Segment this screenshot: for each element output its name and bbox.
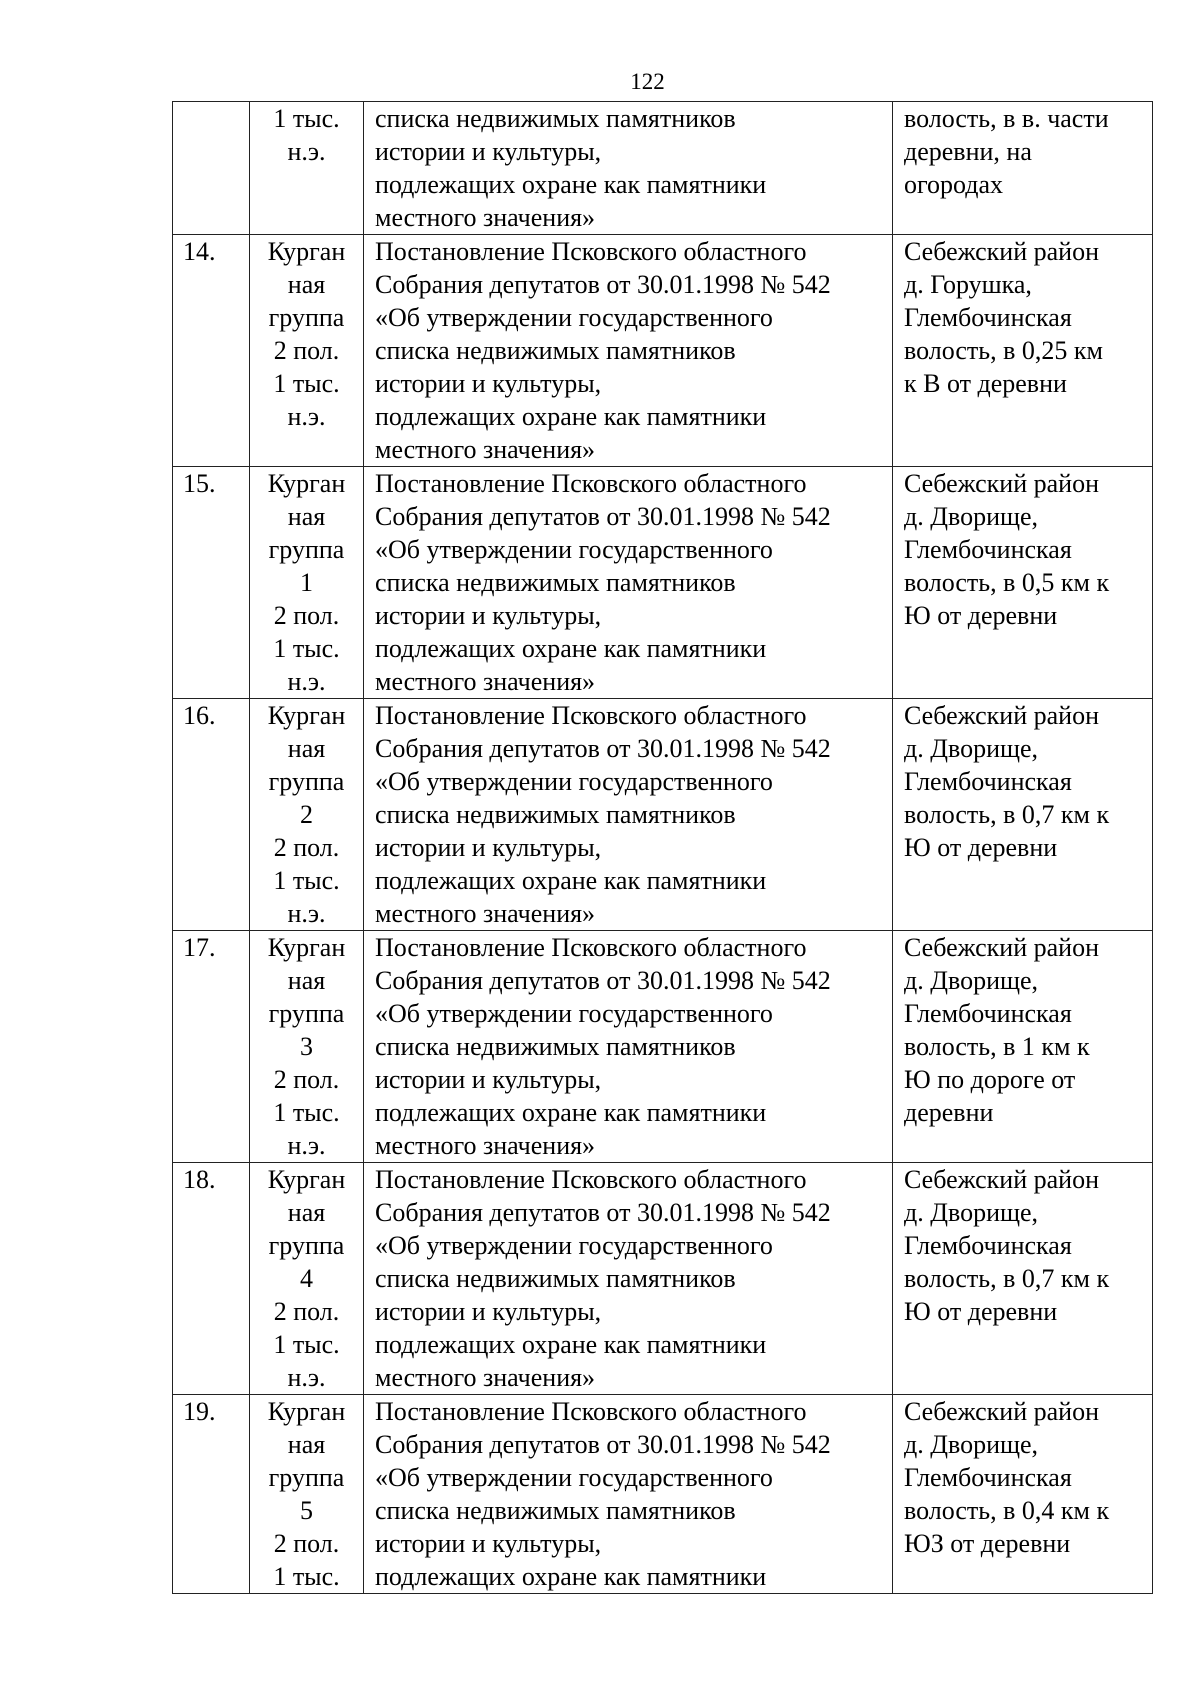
monument-name-cell [250,931,364,1163]
page-number: 122 [630,69,665,94]
protection-document: Постановление Псковского областного Собрания депутатов от 30.01.1998 № 542 «Об утверждении государственного списка недвижимых памятников истории и культуры, подлежащих охране как памятники местного значения» [375,237,831,464]
protection-document: Постановление Псковского областного Собрания депутатов от 30.01.1998 № 542 «Об утверждении государственного списка недвижимых памятников истории и культуры, подлежащих охране как памятники [375,1397,831,1591]
monument-name: Курган ная группа 2 2 пол. 1 тыс. н.э. [267,701,346,928]
location-cell [893,1395,1153,1594]
protection-document-cell [364,931,893,1163]
row-number: 15. [183,469,216,498]
table-row [173,102,1153,235]
monument-name-cell [250,102,364,235]
table-row [173,467,1153,699]
row-number: 16. [183,701,216,730]
protection-document-cell [364,102,893,235]
protection-document-cell [364,699,893,931]
location-cell [893,467,1153,699]
monument-name: Курган ная группа 1 2 пол. 1 тыс. н.э. [267,469,346,696]
monument-name-cell [250,699,364,931]
location: Себежский район д. Дворище, Глембочинская волость, в 0,4 км к ЮЗ от деревни [904,1397,1110,1558]
row-number-cell [173,235,250,467]
location-cell [893,235,1153,467]
protection-document: списка недвижимых памятников истории и культуры, подлежащих охране как памятники местного значения» [375,104,767,232]
location: Себежский район д. Дворище, Глембочинская волость, в 0,5 км к Ю от деревни [904,469,1110,630]
protection-document: Постановление Псковского областного Собрания депутатов от 30.01.1998 № 542 «Об утверждении государственного списка недвижимых памятников истории и культуры, подлежащих охране как памятники местного значения» [375,469,831,696]
row-number-cell [173,699,250,931]
protection-document: Постановление Псковского областного Собрания депутатов от 30.01.1998 № 542 «Об утверждении государственного списка недвижимых памятников истории и культуры, подлежащих охране как памятники местного значения» [375,1165,831,1392]
table-row [173,1395,1153,1594]
protection-document-cell [364,1163,893,1395]
monument-name: 1 тыс. н.э. [273,104,340,166]
row-number-cell [173,931,250,1163]
table-row [173,931,1153,1163]
row-number-cell [173,1163,250,1395]
monument-name: Курган ная группа 4 2 пол. 1 тыс. н.э. [267,1165,346,1392]
row-number-cell [173,1395,250,1594]
table-row [173,1163,1153,1395]
monument-name-cell [250,235,364,467]
monument-name-cell [250,467,364,699]
row-number: 14. [183,237,216,266]
monuments-table [172,101,1153,1594]
row-number-cell [173,102,250,235]
table-row [173,699,1153,931]
location-cell [893,931,1153,1163]
location: волость, в в. части деревни, на огородах [904,104,1109,199]
location: Себежский район д. Горушка, Глембочинская волость, в 0,25 км к В от деревни [904,237,1103,398]
protection-document-cell [364,1395,893,1594]
row-number: 17. [183,933,216,962]
protection-document-cell [364,467,893,699]
location-cell [893,699,1153,931]
row-number: 18. [183,1165,216,1194]
protection-document: Постановление Псковского областного Собрания депутатов от 30.01.1998 № 542 «Об утверждении государственного списка недвижимых памятников истории и культуры, подлежащих охране как памятники местного значения» [375,933,831,1160]
protection-document-cell [364,235,893,467]
monument-name: Курган ная группа 5 2 пол. 1 тыс. [267,1397,346,1591]
monument-name: Курган ная группа 3 2 пол. 1 тыс. н.э. [267,933,346,1160]
location: Себежский район д. Дворище, Глембочинская волость, в 1 км к Ю по дороге от деревни [904,933,1099,1127]
row-number-cell [173,467,250,699]
table-row [173,235,1153,467]
protection-document: Постановление Псковского областного Собрания депутатов от 30.01.1998 № 542 «Об утверждении государственного списка недвижимых памятников истории и культуры, подлежащих охране как памятники местного значения» [375,701,831,928]
monument-name-cell [250,1395,364,1594]
monument-name-cell [250,1163,364,1395]
location-cell [893,1163,1153,1395]
monument-name: Курган ная группа 2 пол. 1 тыс. н.э. [267,237,346,431]
location: Себежский район д. Дворище, Глембочинская волость, в 0,7 км к Ю от деревни [904,1165,1110,1326]
location: Себежский район д. Дворище, Глембочинская волость, в 0,7 км к Ю от деревни [904,701,1110,862]
location-cell [893,102,1153,235]
row-number: 19. [183,1397,216,1426]
